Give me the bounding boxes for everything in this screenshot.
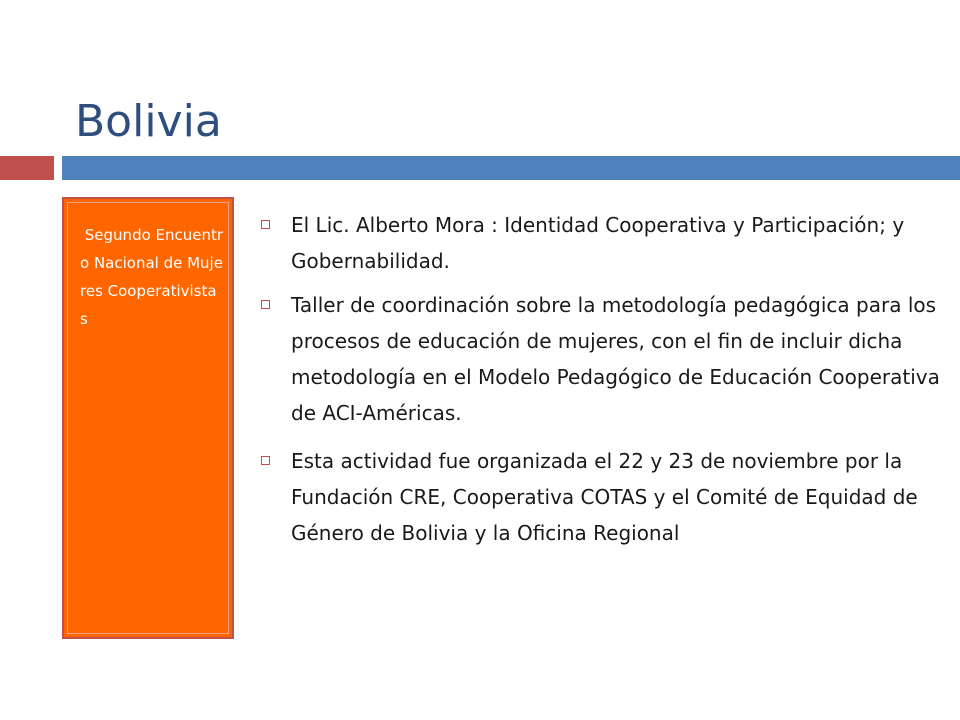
bullet-item xyxy=(257,443,947,551)
bullet-text: Taller de coordinación sobre la metodología pedagógica para los procesos de educación de mujeres, con el fin de incluir dicha metodología en el Modelo Pedagógico de Educación Cooperativa de ACI-Américas. xyxy=(291,293,940,425)
hollow-square-bullet-icon xyxy=(261,300,270,309)
hollow-square-bullet-icon xyxy=(261,456,270,465)
slide-title: Bolivia xyxy=(75,96,222,147)
bullet-list xyxy=(257,207,947,559)
bullet-text: El Lic. Alberto Mora : Identidad Cooperativa y Participación; y Gobernabilidad. xyxy=(291,213,905,273)
title-rule-accent-blue xyxy=(62,156,960,180)
sidebar-box xyxy=(62,197,234,639)
hollow-square-bullet-icon xyxy=(261,220,270,229)
bullet-item xyxy=(257,207,947,279)
sidebar-text: Segundo Encuentro Nacional de Mujeres Cooperativistas xyxy=(80,226,224,328)
bullet-text: Esta actividad fue organizada el 22 y 23 de noviembre por la Fundación CRE, Cooperativa COTAS y el Comité de Equidad de Género de Bolivia y la Oficina Regional xyxy=(291,449,918,545)
bullet-item xyxy=(257,287,947,431)
title-rule-accent-red xyxy=(0,156,54,180)
